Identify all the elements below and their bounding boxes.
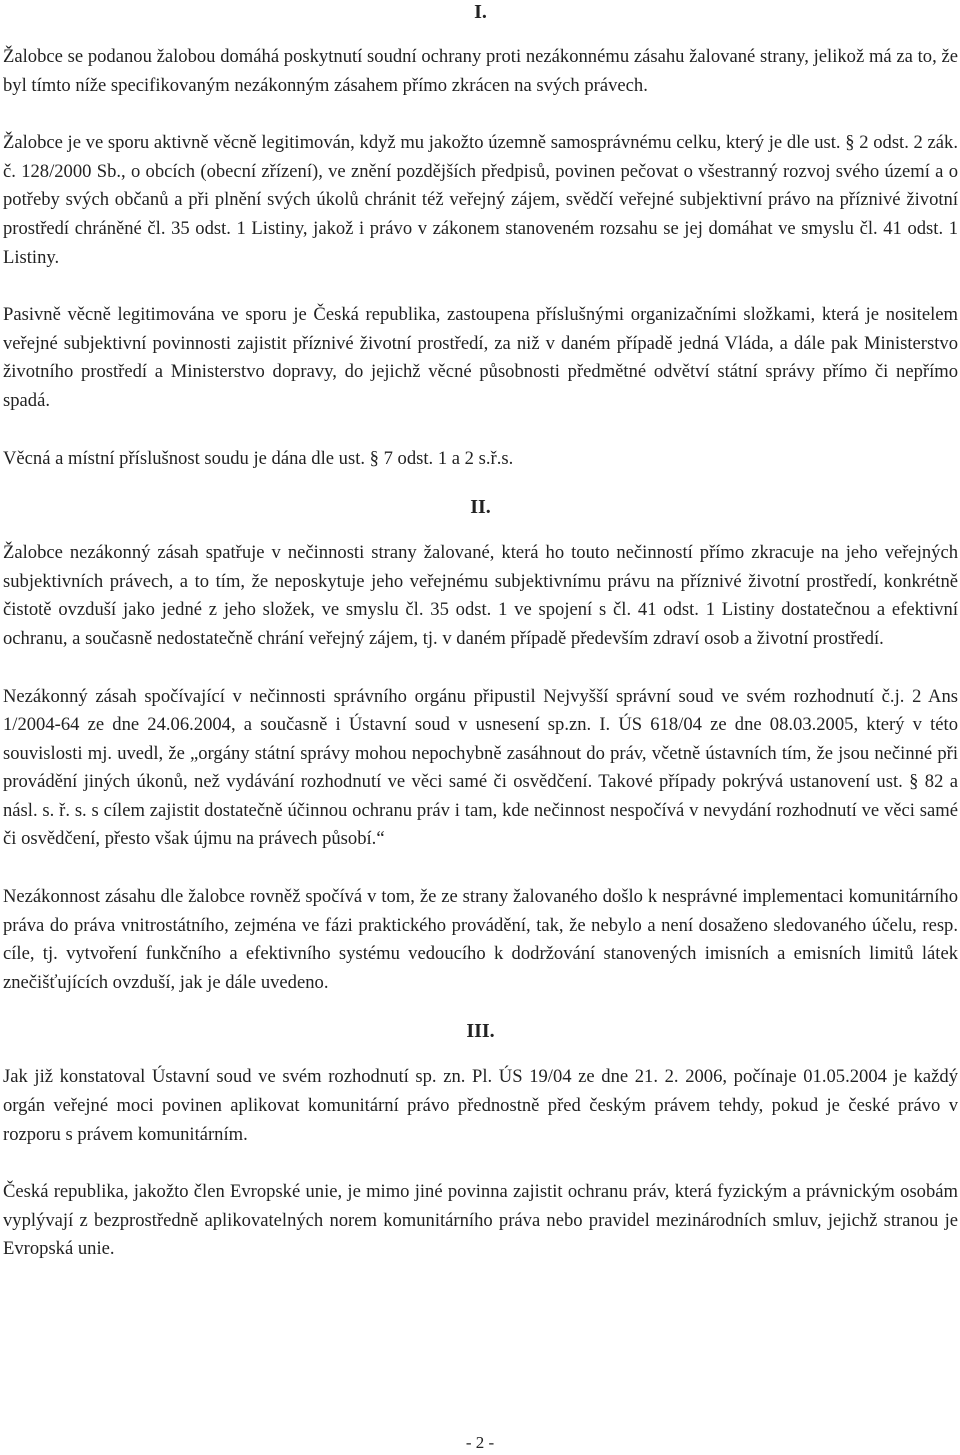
page-number: - 2 - [465, 1433, 495, 1452]
paragraph: Žalobce je ve sporu aktivně věcně legitimován, když mu jakožto územně samosprávnému celku, který je dle ust. § 2 odst. 2 zák. č. 128/2000 Sb., o obcích (obecní zřízení), ve znění pozdějších předpisů, povinen pečovat o všestranný rozvoj svého území a o potřeby svých občanů a při plnění svých úkolů chránit též veřejný zájem, svědčí veřejné subjektivní právo na příznivé životní prostředí chráněné čl. 35 odst. 1 Listiny, jakož i právo v zákonem stanoveném rozsahu se jej domáhat ve smyslu čl. 41 odst. 1 Listiny. [3, 132, 958, 268]
section-heading-1: I. [474, 1, 487, 23]
paragraph: Žalobce nezákonný zásah spatřuje v nečinnosti strany žalované, která ho touto nečinností přímo zkracuje na jeho veřejných subjektivních právech, a to tím, že neposkytuje jeho veřejnému subjektivnímu právu na příznivé životní prostředí, konkrétně čistotě ovzduší jako jedné z jeho složek, ve smyslu čl. 35 odst. 1 ve spojení s čl. 41 odst. 1 Listiny dostatečnou a efektivní ochranu, a současně nedostatečně chrání veřejný zájem, tj. v daném případě především zdraví osob a životní prostředí. [3, 542, 958, 649]
paragraph: Nezákonnost zásahu dle žalobce rovněž spočívá v tom, že ze strany žalovaného došlo k nesprávné implementaci komunitárního práva do práva vnitrostátního, zejména ve fázi praktického provádění, tak, že nebylo a není dosaženo sledovaného účelu, resp. cíle, tj. vytvoření funkčního a efektivního systému vedoucího k dodržování stanovených imisních a emisních limitů látek znečišťujících ovzduší, jak je dále uvedeno. [3, 886, 958, 993]
paragraph: Pasivně věcně legitimována ve sporu je Česká republika, zastoupena příslušnými organizačními složkami, která je nositelem veřejné subjektivní povinnosti zajistit příznivé životní prostředí, za niž v daném případě jedná Vláda, a dále pak Ministerstvo životního prostředí a Ministerstvo dopravy, do jejichž věcné působnosti předmětné odvětví státní správy přímo či nepřímo spadá. [3, 304, 958, 411]
paragraph: Česká republika, jakožto člen Evropské unie, je mimo jiné povinna zajistit ochranu práv, která fyzickým a právnickým osobám vyplývají z bezprostředně aplikovatelných norem komunitárního práva nebo pravidel mezinárodních smluv, jejichž stranou je Evropská unie. [3, 1181, 958, 1260]
paragraph: Věcná a místní příslušnost soudu je dána dle ust. § 7 odst. 1 a 2 s.ř.s. [3, 447, 514, 469]
paragraph: Žalobce se podanou žalobou domáhá poskytnutí soudní ochrany proti nezákonnému zásahu žalované strany, jelikož má za to, že byl tímto níže specifikovaným nezákonným zásahem přímo zkrácen na svých právech. [3, 46, 958, 96]
document-page [3, 0, 958, 1264]
paragraph: Jak již konstatoval Ústavní soud ve svém rozhodnutí sp. zn. Pl. ÚS 19/04 ze dne 21. 2. 2006, počínaje 01.05.2004 je každý orgán veřejné moci povinen aplikovat komunitární právo přednostně před českým právem tehdy, pokud je české právo v rozporu s právem komunitárním. [3, 1066, 958, 1145]
paragraph: Nezákonný zásah spočívající v nečinnosti správního orgánu připustil Nejvyšší správní soud ve svém rozhodnutí č.j. 2 Ans 1/2004-64 ze dne 24.06.2004, a současně i Ústavní soud v usnesení sp.zn. I. ÚS 618/04 ze dne 08.03.2005, který v této souvislosti mj. uvedl, že „orgány státní správy mohou nepochybně zasáhnout do práv, včetně ústavních tím, že jsou nečinné při provádění jiných úkonů, než vydávání rozhodnutí ve věci samé či osvědčení. Takové případy pokrývá ustanovení ust. § 82 a násl. s. ř. s. s cílem zajistit dostatečně účinnou ochranu práv i tam, kde nečinnost nespočívá v nevydání rozhodnutí ve věci samé či osvědčení, přesto však újmu na právech působí.“ [3, 685, 958, 850]
section-heading-3: III. [466, 1020, 495, 1043]
section-heading-2: II. [470, 496, 491, 519]
